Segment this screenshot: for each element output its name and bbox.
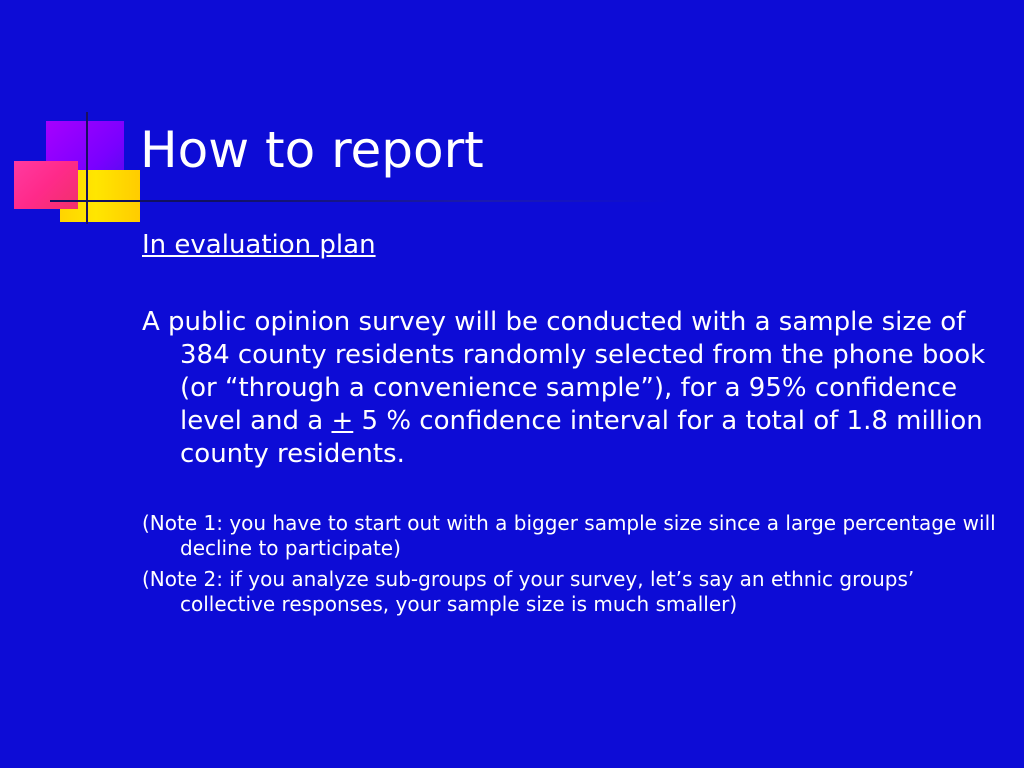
vertical-divider-line xyxy=(86,112,88,224)
paragraph-text-start: A public opinion survey will be conducted with a sample size of 384 county residents randomly selected from the phone book (or “through a convenience sample”), for a 95% confidence level and a xyxy=(142,307,986,436)
decorative-squares xyxy=(0,0,150,230)
slide-body xyxy=(142,228,1002,623)
note-2: (Note 2: if you analyze sub-groups of your survey, let’s say an ethnic groups’ collective responses, your sample size is much smaller) xyxy=(142,567,915,616)
slide-title: How to report xyxy=(140,121,484,179)
title-underline-rule xyxy=(50,200,670,202)
main-paragraph xyxy=(142,306,1002,471)
note-1: (Note 1: you have to start out with a bigger sample size since a large percentage will decline to participate) xyxy=(142,511,996,560)
plus-minus-symbol: + xyxy=(331,406,354,436)
paragraph-text-end: 5 % confidence interval for a total of 1.8 million county residents. xyxy=(180,406,983,469)
section-subheading: In evaluation plan xyxy=(142,230,376,260)
